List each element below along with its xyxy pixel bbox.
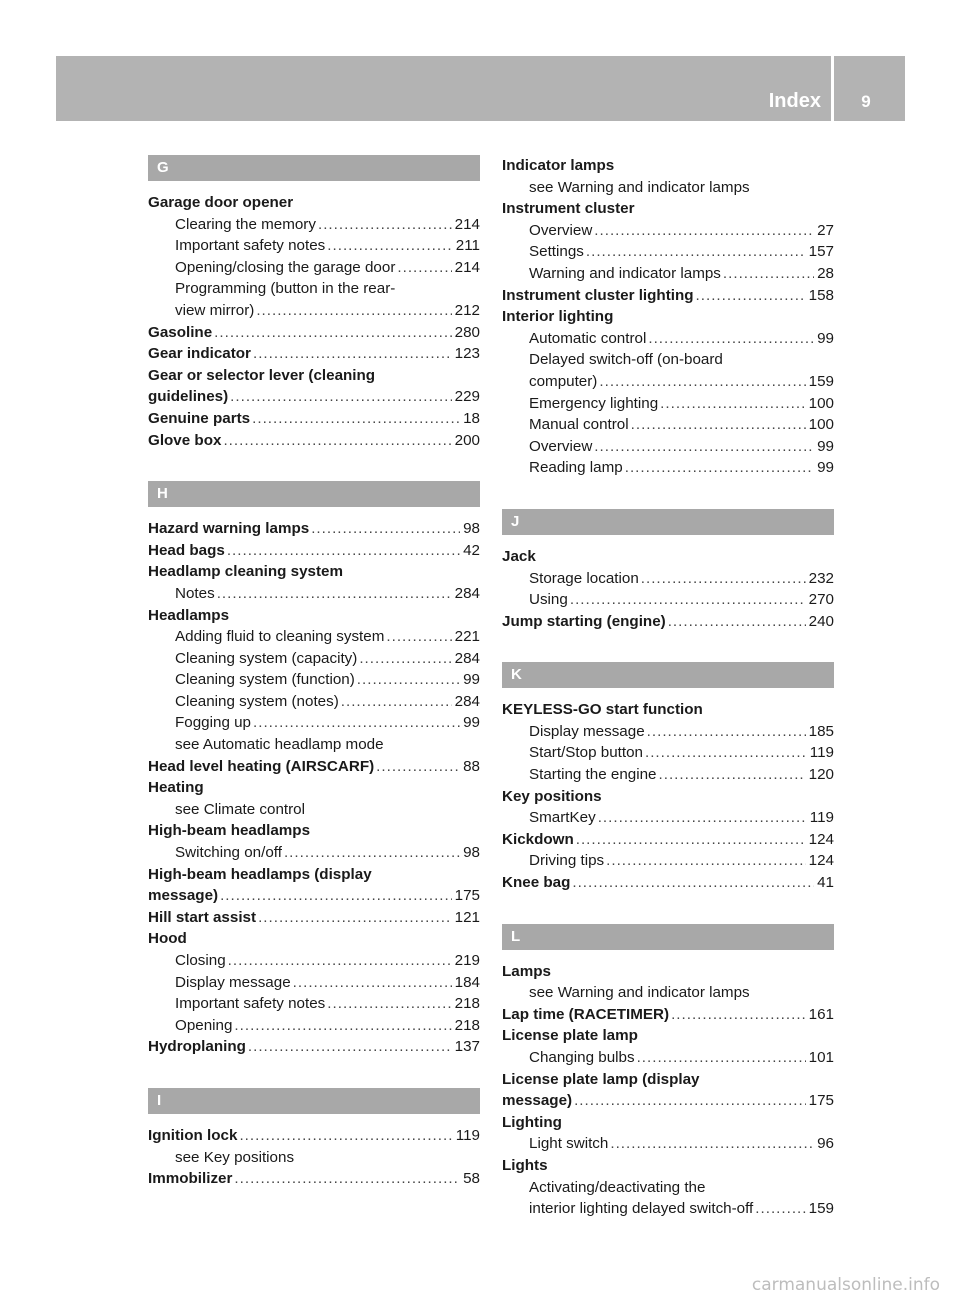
index-column-right <box>502 155 834 1220</box>
index-entry[interactable]: Adding fluid to cleaning system ..... 221 <box>148 626 480 648</box>
index-entry[interactable]: Reading lamp ..... 99 <box>502 457 834 479</box>
index-entry[interactable]: Overview ..... 99 <box>502 436 834 458</box>
index-entry[interactable]: Important safety notes ..... 211 <box>148 235 480 257</box>
index-entry[interactable]: Cleaning system (function) ..... 99 <box>148 669 480 691</box>
index-entry: Activating/deactivating the <box>529 1178 706 1196</box>
index-entry[interactable]: Ignition lock ..... 119 <box>148 1125 480 1147</box>
watermark: carmanualsonline.info <box>751 1275 940 1295</box>
index-entry[interactable]: Lap time (RACETIMER) ..... 161 <box>502 1004 834 1026</box>
index-entry: Instrument cluster <box>502 200 635 218</box>
index-entry: Programming (button in the rear- <box>175 280 396 298</box>
index-entry: Lamps <box>502 962 551 980</box>
index-entry[interactable]: computer) ..... 159 <box>502 371 834 393</box>
index-column-left <box>148 155 480 1190</box>
index-entry[interactable]: Emergency lighting ..... 100 <box>502 393 834 415</box>
index-entry[interactable]: Display message ..... 185 <box>502 721 834 743</box>
index-entry: License plate lamp (display <box>502 1070 700 1088</box>
index-entry[interactable]: message) ..... 175 <box>502 1090 834 1112</box>
index-entry[interactable]: Cleaning system (notes) ..... 284 <box>148 691 480 713</box>
index-entry[interactable]: Genuine parts ..... 18 <box>148 408 480 430</box>
index-entry[interactable]: Head level heating (AIRSCARF) ..... 88 <box>148 756 480 778</box>
index-entry: Hood <box>148 930 187 948</box>
index-entry: Lighting <box>502 1113 562 1131</box>
index-entry: Heating <box>148 779 204 797</box>
index-entry[interactable]: Fogging up ..... 99 <box>148 712 480 734</box>
index-entry: Headlamp cleaning system <box>148 563 343 581</box>
index-entry[interactable]: Clearing the memory ..... 214 <box>148 214 480 236</box>
section-header-k: K <box>502 662 834 688</box>
index-entry[interactable]: Manual control ..... 100 <box>502 414 834 436</box>
index-entry[interactable]: interior lighting delayed switch-off ..... 159 <box>502 1198 834 1220</box>
index-entry[interactable]: Closing ..... 219 <box>148 950 480 972</box>
index-entry: Garage door opener <box>148 194 294 211</box>
index-entry[interactable]: guidelines) ..... 229 <box>148 386 480 408</box>
index-entry: Lights <box>502 1156 548 1174</box>
index-entry[interactable]: Changing bulbs ..... 101 <box>502 1047 834 1069</box>
index-entry: Indicator lamps <box>502 157 615 174</box>
index-entry[interactable]: Storage location ..... 232 <box>502 568 834 590</box>
index-entry[interactable]: Important safety notes ..... 218 <box>148 993 480 1015</box>
index-entry: Jack <box>502 547 536 565</box>
section-header-i: I <box>148 1088 480 1114</box>
section-header-h: H <box>148 481 480 507</box>
index-entry[interactable]: Display message ..... 184 <box>148 972 480 994</box>
cross-reference[interactable]: see Climate control <box>175 800 305 818</box>
index-entry: Interior lighting <box>502 308 614 326</box>
cross-reference[interactable]: see Automatic headlamp mode <box>175 736 384 754</box>
index-entry[interactable]: message) ..... 175 <box>148 885 480 907</box>
index-entry[interactable]: Instrument cluster lighting ..... 158 <box>502 285 834 307</box>
cross-reference[interactable]: see Key positions <box>175 1148 295 1166</box>
index-entry[interactable]: Light switch ..... 96 <box>502 1133 834 1155</box>
index-entry[interactable]: Start/Stop button ..... 119 <box>502 742 834 764</box>
index-entry[interactable]: view mirror) ..... 212 <box>148 300 480 322</box>
index-entry[interactable]: SmartKey ..... 119 <box>502 807 834 829</box>
index-entry[interactable]: Head bags ..... 42 <box>148 540 480 562</box>
index-entry[interactable]: Automatic control ..... 99 <box>502 328 834 350</box>
index-entry[interactable]: Switching on/off ..... 98 <box>148 842 480 864</box>
page-header <box>56 56 905 121</box>
index-entry[interactable]: Immobilizer ..... 58 <box>148 1168 480 1190</box>
index-entry[interactable]: Opening ..... 218 <box>148 1015 480 1037</box>
index-entry: KEYLESS-GO start function <box>502 701 703 719</box>
index-entry: Key positions <box>502 787 602 805</box>
index-entry[interactable]: Overview ..... 27 <box>502 220 834 242</box>
index-entry[interactable]: Hydroplaning ..... 137 <box>148 1036 480 1058</box>
index-entry: Headlamps <box>148 606 230 624</box>
index-entry[interactable]: Using ..... 270 <box>502 589 834 611</box>
page-number: 9 <box>861 92 871 111</box>
header-title: Index <box>768 90 821 112</box>
index-entry[interactable]: Opening/closing the garage door ..... 214 <box>148 257 480 279</box>
cross-reference[interactable]: see Warning and indicator lamps <box>529 178 750 196</box>
index-entry[interactable]: Gear indicator ..... 123 <box>148 343 480 365</box>
index-entry[interactable]: Warning and indicator lamps ..... 28 <box>502 263 834 285</box>
header-divider <box>831 56 834 121</box>
index-entry[interactable]: Glove box ..... 200 <box>148 430 480 452</box>
index-entry: High-beam headlamps <box>148 822 311 840</box>
index-entry[interactable]: Jump starting (engine) ..... 240 <box>502 611 834 633</box>
index-entry[interactable]: Starting the engine ..... 120 <box>502 764 834 786</box>
index-entry: Delayed switch-off (on-board <box>529 351 723 369</box>
section-header-j: J <box>502 509 834 535</box>
section-header-g: G <box>148 155 480 181</box>
index-entry: License plate lamp <box>502 1027 638 1045</box>
index-entry[interactable]: Hazard warning lamps ..... 98 <box>148 518 480 540</box>
index-entry[interactable]: Hill start assist ..... 121 <box>148 907 480 929</box>
cross-reference[interactable]: see Warning and indicator lamps <box>529 984 750 1002</box>
index-entry[interactable]: Knee bag ..... 41 <box>502 872 834 894</box>
section-header-l: L <box>502 924 834 950</box>
index-entry[interactable]: Cleaning system (capacity) ..... 284 <box>148 648 480 670</box>
index-entry: Gear or selector lever (cleaning <box>148 366 376 384</box>
index-entry[interactable]: Notes ..... 284 <box>148 583 480 605</box>
index-entry[interactable]: Kickdown ..... 124 <box>502 829 834 851</box>
index-entry[interactable]: Driving tips ..... 124 <box>502 850 834 872</box>
index-entry[interactable]: Gasoline ..... 280 <box>148 322 480 344</box>
index-entry[interactable]: Settings ..... 157 <box>502 241 834 263</box>
index-entry: High-beam headlamps (display <box>148 865 372 883</box>
